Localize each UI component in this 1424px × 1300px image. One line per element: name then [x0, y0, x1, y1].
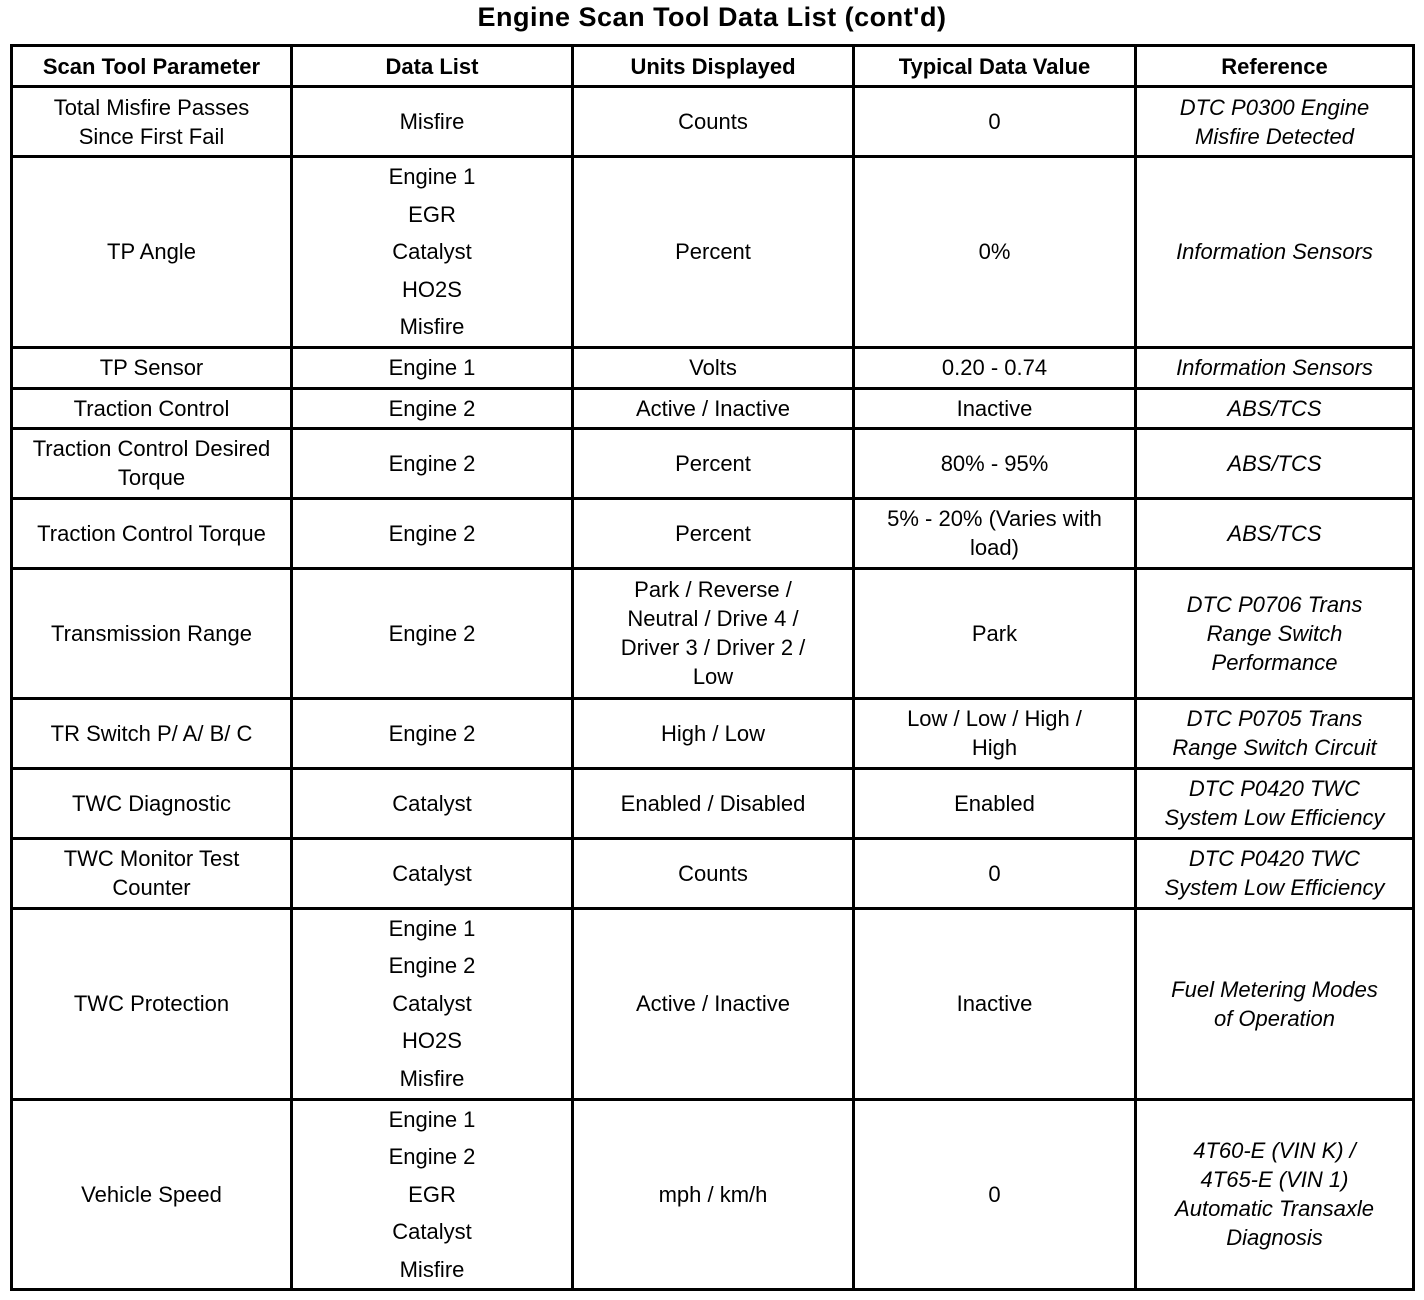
cell-text-line: EGR [408, 201, 456, 227]
cell-text-line: Low [692, 664, 734, 689]
cell-text-line: System Low Efficiency [1164, 805, 1385, 830]
cell-text-line: Low / Low / High / [907, 706, 1082, 731]
table-row [12, 87, 1414, 157]
cell-data-list [292, 498, 573, 568]
cell-text-line: HO2S [402, 1028, 462, 1054]
cell-text-line: TR Switch P/ A/ B/ C [50, 720, 253, 746]
table-row [12, 347, 1414, 388]
cell-text-line: 4T65-E (VIN 1) [1200, 1167, 1349, 1193]
cell-typical-value [854, 698, 1136, 768]
cell-text-line: Engine 1 [388, 915, 476, 941]
cell-text-line: TP Angle [107, 239, 196, 265]
cell-text-line: Percent [675, 239, 751, 265]
cell-typical-value [854, 347, 1136, 388]
cell-typical-value [854, 157, 1136, 348]
cell-text-line: Catalyst [392, 239, 472, 264]
cell-data-list [292, 838, 573, 908]
cell-units [573, 87, 854, 157]
table-row [12, 388, 1414, 428]
cell-text-line: DTC P0420 TWC [1188, 776, 1361, 801]
cell-text-line: DTC P0300 Engine [1179, 94, 1370, 120]
cell-text-line: Performance [1211, 649, 1338, 675]
cell-typical-value [854, 568, 1136, 698]
cell-text-line: Volts [689, 355, 737, 380]
cell-text-line: Counts [678, 860, 748, 886]
cell-text-line: Torque [117, 465, 186, 490]
cell-units [573, 498, 854, 568]
cell-text-line: Engine 2 [388, 953, 476, 979]
table-row [12, 698, 1414, 768]
cell-units [573, 157, 854, 348]
cell-text-line: Counts [678, 109, 748, 134]
cell-parameter [12, 1099, 292, 1290]
cell-parameter [12, 428, 292, 498]
cell-text-line: Diagnosis [1226, 1225, 1323, 1251]
cell-text-line: Active / Inactive [635, 395, 791, 421]
cell-text-line: 0.20 - 0.74 [941, 355, 1048, 380]
cell-text-line: Engine 1 [388, 164, 476, 189]
cell-text-line: Traction Control Desired [32, 436, 271, 461]
cell-text-line: Enabled / Disabled [620, 790, 806, 816]
cell-text-line: Engine 1 [388, 1106, 476, 1132]
cell-text-line: Counter [112, 875, 191, 900]
cell-typical-value [854, 428, 1136, 498]
cell-text-line: 0 [988, 1181, 1001, 1207]
cell-units [573, 768, 854, 838]
cell-text-line: 80% - 95% [940, 450, 1049, 476]
cell-text-line: Misfire Detected [1195, 123, 1354, 149]
cell-text-line: System Low Efficiency [1164, 875, 1385, 900]
cell-text-line: of Operation [1213, 1005, 1336, 1031]
cell-text-line: High [971, 735, 1018, 760]
cell-text-line: 0 [988, 860, 1001, 886]
cell-parameter [12, 347, 292, 388]
document-title: Engine Scan Tool Data List (cont'd) [477, 2, 947, 32]
cell-text-line: Engine 2 [388, 720, 476, 746]
cell-reference [1136, 388, 1414, 428]
cell-units [573, 568, 854, 698]
cell-parameter [12, 908, 292, 1099]
cell-text-line: 0 [988, 109, 1001, 134]
cell-parameter [12, 87, 292, 157]
cell-text-line: Information Sensors [1176, 355, 1373, 380]
cell-text-line: Catalyst [392, 860, 472, 886]
cell-text-line: Catalyst [392, 790, 472, 816]
cell-text-line: Range Switch Circuit [1172, 735, 1377, 760]
header-scan-tool-parameter: Scan Tool Parameter [12, 46, 292, 87]
header-data-list: Data List [292, 46, 573, 87]
cell-parameter [12, 157, 292, 348]
cell-typical-value [854, 1099, 1136, 1290]
cell-typical-value [854, 908, 1136, 1099]
cell-text-line: 5% - 20% (Varies with [887, 506, 1102, 531]
cell-text-line: Transmission Range [51, 620, 252, 646]
cell-text-line: Engine 2 [388, 620, 476, 646]
cell-typical-value [854, 388, 1136, 428]
cell-data-list [292, 347, 573, 388]
cell-text-line: Misfire [399, 1256, 465, 1282]
cell-text-line: 4T60-E (VIN K) / [1193, 1138, 1356, 1164]
cell-reference [1136, 908, 1414, 1099]
cell-text-line: Inactive [956, 991, 1033, 1016]
cell-data-list [292, 428, 573, 498]
header-reference: Reference [1136, 46, 1414, 87]
cell-text-line: load) [970, 535, 1019, 560]
cell-text-line: Enabled [954, 790, 1035, 816]
cell-reference [1136, 428, 1414, 498]
cell-parameter [12, 498, 292, 568]
cell-typical-value [854, 498, 1136, 568]
cell-text-line: Percent [675, 520, 751, 546]
header-units-displayed: Units Displayed [573, 46, 854, 87]
cell-text-line: Information Sensors [1176, 239, 1373, 265]
cell-data-list [292, 87, 573, 157]
cell-text-line: TWC Monitor Test [63, 846, 240, 871]
cell-text-line: Engine 2 [388, 1144, 476, 1169]
cell-typical-value [854, 768, 1136, 838]
cell-parameter [12, 698, 292, 768]
cell-text-line: Park [971, 620, 1018, 646]
table-row [12, 1099, 1414, 1290]
table-row [12, 908, 1414, 1099]
cell-text-line: Automatic Transaxle [1175, 1196, 1374, 1222]
cell-text-line: Misfire [399, 314, 465, 339]
cell-text-line: Park / Reverse / [634, 577, 792, 602]
cell-reference [1136, 87, 1414, 157]
cell-text-line: EGR [408, 1181, 456, 1207]
cell-reference [1136, 498, 1414, 568]
cell-data-list [292, 908, 573, 1099]
cell-text-line: Engine 2 [388, 395, 476, 421]
cell-text-line: Since First Fail [78, 123, 225, 149]
cell-parameter [12, 768, 292, 838]
cell-text-line: ABS/TCS [1227, 395, 1322, 421]
cell-text-line: Catalyst [392, 1219, 472, 1244]
table-header-row [12, 46, 1414, 87]
cell-units [573, 1099, 854, 1290]
cell-text-line: ABS/TCS [1227, 450, 1322, 476]
table-row [12, 428, 1414, 498]
cell-text-line: Catalyst [392, 990, 472, 1016]
cell-typical-value [854, 87, 1136, 157]
cell-reference [1136, 157, 1414, 348]
cell-reference [1136, 768, 1414, 838]
cell-text-line: ABS/TCS [1227, 520, 1322, 546]
cell-text-line: DTC P0706 Trans [1186, 591, 1363, 617]
cell-data-list [292, 698, 573, 768]
table-row [12, 838, 1414, 908]
cell-parameter [12, 388, 292, 428]
cell-units [573, 908, 854, 1099]
cell-text-line: Driver 3 / Driver 2 / [620, 635, 806, 660]
cell-data-list [292, 768, 573, 838]
cell-reference [1136, 698, 1414, 768]
cell-parameter [12, 838, 292, 908]
cell-units [573, 347, 854, 388]
cell-text-line: Inactive [956, 395, 1033, 421]
cell-text-line: TWC Diagnostic [72, 790, 231, 816]
table-row [12, 768, 1414, 838]
cell-text-line: 0% [978, 239, 1011, 265]
cell-text-line: Traction Control [73, 395, 230, 421]
cell-data-list [292, 157, 573, 348]
cell-text-line: DTC P0420 TWC [1188, 846, 1361, 871]
cell-text-line: Percent [675, 450, 751, 476]
cell-reference [1136, 568, 1414, 698]
cell-data-list [292, 568, 573, 698]
cell-text-line: Engine 1 [388, 355, 476, 380]
cell-units [573, 838, 854, 908]
cell-text-line: Neutral / Drive 4 / [627, 606, 799, 631]
cell-text-line: Fuel Metering Modes [1171, 976, 1378, 1002]
cell-text-line: Engine 2 [388, 520, 476, 546]
cell-data-list [292, 388, 573, 428]
cell-reference [1136, 347, 1414, 388]
cell-parameter [12, 568, 292, 698]
cell-text-line: Active / Inactive [635, 991, 791, 1016]
cell-reference [1136, 838, 1414, 908]
cell-text-line: Vehicle Speed [81, 1181, 222, 1207]
table-body [12, 87, 1414, 1290]
cell-units [573, 698, 854, 768]
cell-reference [1136, 1099, 1414, 1290]
cell-typical-value [854, 838, 1136, 908]
cell-text-line: Misfire [399, 109, 465, 134]
cell-text-line: High / Low [661, 720, 765, 746]
table-row [12, 568, 1414, 698]
cell-text-line: Range Switch [1206, 620, 1343, 646]
cell-data-list [292, 1099, 573, 1290]
cell-text-line: mph / km/h [658, 1181, 768, 1207]
cell-text-line: Engine 2 [388, 450, 476, 476]
cell-units [573, 428, 854, 498]
scan-tool-data-table [10, 44, 1415, 1291]
cell-text-line: DTC P0705 Trans [1186, 706, 1363, 731]
cell-text-line: TP Sensor [99, 355, 204, 380]
cell-text-line: TWC Protection [73, 991, 230, 1016]
table-row [12, 498, 1414, 568]
table-row [12, 157, 1414, 348]
header-typical-data-value: Typical Data Value [854, 46, 1136, 87]
cell-text-line: HO2S [402, 276, 462, 302]
cell-units [573, 388, 854, 428]
cell-text-line: Traction Control Torque [37, 520, 266, 546]
cell-text-line: Misfire [399, 1065, 465, 1091]
cell-text-line: Total Misfire Passes [53, 94, 250, 120]
